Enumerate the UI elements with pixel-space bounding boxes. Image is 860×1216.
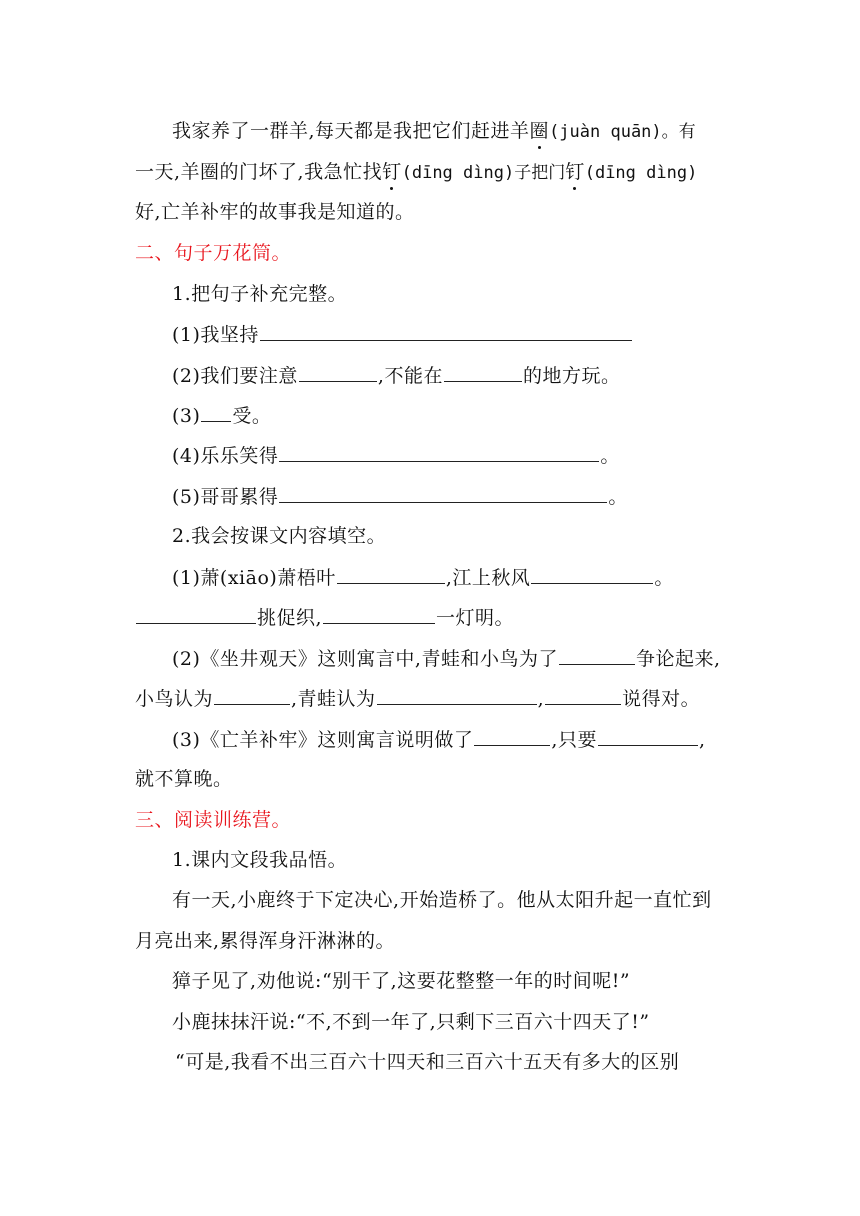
text: (2)我们要注意 [172,365,298,387]
text: (1)萧(xiāo)萧梧叶 [172,567,336,589]
text: 争论起来, [635,648,721,670]
text: 。 [600,445,620,467]
para1-line2 [135,159,697,186]
text: 我家养了一群羊,每天都是我把它们赶进羊 [172,120,530,142]
reading-text: “可是,我看不出三百六十四天和三百六十五天有多大的区别 [175,1051,680,1073]
text: (5)哥哥累得 [172,486,279,508]
fill-2 [172,645,721,672]
answer-blank[interactable] [598,726,698,746]
para1-line1 [172,118,696,145]
text: ,江上秋风 [445,567,531,589]
text: , [698,729,706,751]
para1-line3: 好,亡羊补牢的故事我是知道的。 [135,201,415,223]
reading-text: 小鹿抹抹汗说:“不,不到一年了,只剩下三百六十四天了!” [172,1011,650,1033]
reading-text: 有一天,小鹿终于下定决心,开始造桥了。他从太阳升起一直忙到 [172,889,712,911]
text: (4)乐乐笑得 [172,445,279,467]
section-heading: 三、阅读训练营。 [135,809,292,831]
text: 的地方玩。 [522,365,621,387]
dotted-char: 圈 [529,120,550,142]
answer-blank[interactable] [531,564,653,584]
text: (1)我坚持 [172,324,259,346]
reading-text: 月亮出来,累得浑身汗淋淋的。 [135,930,396,952]
sentence-5 [172,483,628,510]
fill-2-cont [135,685,700,712]
sentence-1 [172,321,633,348]
dotted-char: 钉 [382,161,402,183]
question-title: 1.把句子补充完整。 [172,283,348,305]
text: (2)《坐井观天》这则寓言中,青蛙和小鸟为了 [172,648,558,670]
answer-blank[interactable] [323,604,435,624]
answer-blank[interactable] [214,685,290,705]
answer-blank[interactable] [559,645,635,665]
sentence-2 [172,362,620,389]
section-heading: 二、句子万花筒。 [135,242,292,264]
text: 小鸟认为 [135,688,214,710]
text: 。 [654,567,674,589]
text: 一天,羊圈的门坏了,我急忙找 [135,161,383,183]
text: (3)《亡羊补牢》这则寓言说明做了 [172,729,474,751]
answer-blank[interactable] [201,402,231,422]
pinyin-choice: (dīng dìng)子把门 [401,163,566,183]
fill-3 [172,726,706,753]
text: (3) [172,405,201,427]
text: ,只要 [551,729,597,751]
answer-blank[interactable] [136,604,256,624]
question-title: 1.课内文段我品悟。 [172,849,348,871]
text: 说得对。 [622,688,701,710]
text: ,青蛙认为 [291,688,376,710]
text: 受。 [232,405,272,427]
pinyin-choice: (dīng dìng) [584,163,698,183]
dotted-char: 钉 [565,161,585,183]
text: 挑促织, [257,607,323,629]
answer-blank[interactable] [377,685,537,705]
fill-3-cont: 就不算晚。 [135,768,233,790]
answer-blank[interactable] [545,685,621,705]
text: 。 [608,486,628,508]
text: , [537,688,545,710]
text: 一灯明。 [436,607,515,629]
fill-1 [172,564,674,591]
sentence-3 [172,402,271,429]
text: ,不能在 [377,365,443,387]
answer-blank[interactable] [299,362,377,382]
question-title: 2.我会按课文内容填空。 [172,525,387,547]
answer-blank[interactable] [260,321,632,341]
answer-blank[interactable] [474,726,550,746]
answer-blank[interactable] [444,362,522,382]
pinyin-choice: (juàn quān)。有 [549,122,696,142]
answer-blank[interactable] [279,442,599,462]
sentence-4 [172,442,620,469]
answer-blank[interactable] [337,564,445,584]
fill-1-cont [135,604,514,631]
answer-blank[interactable] [279,483,607,503]
reading-text: 獐子见了,劝他说:“别干了,这要花整整一年的时间呢!” [172,970,631,992]
